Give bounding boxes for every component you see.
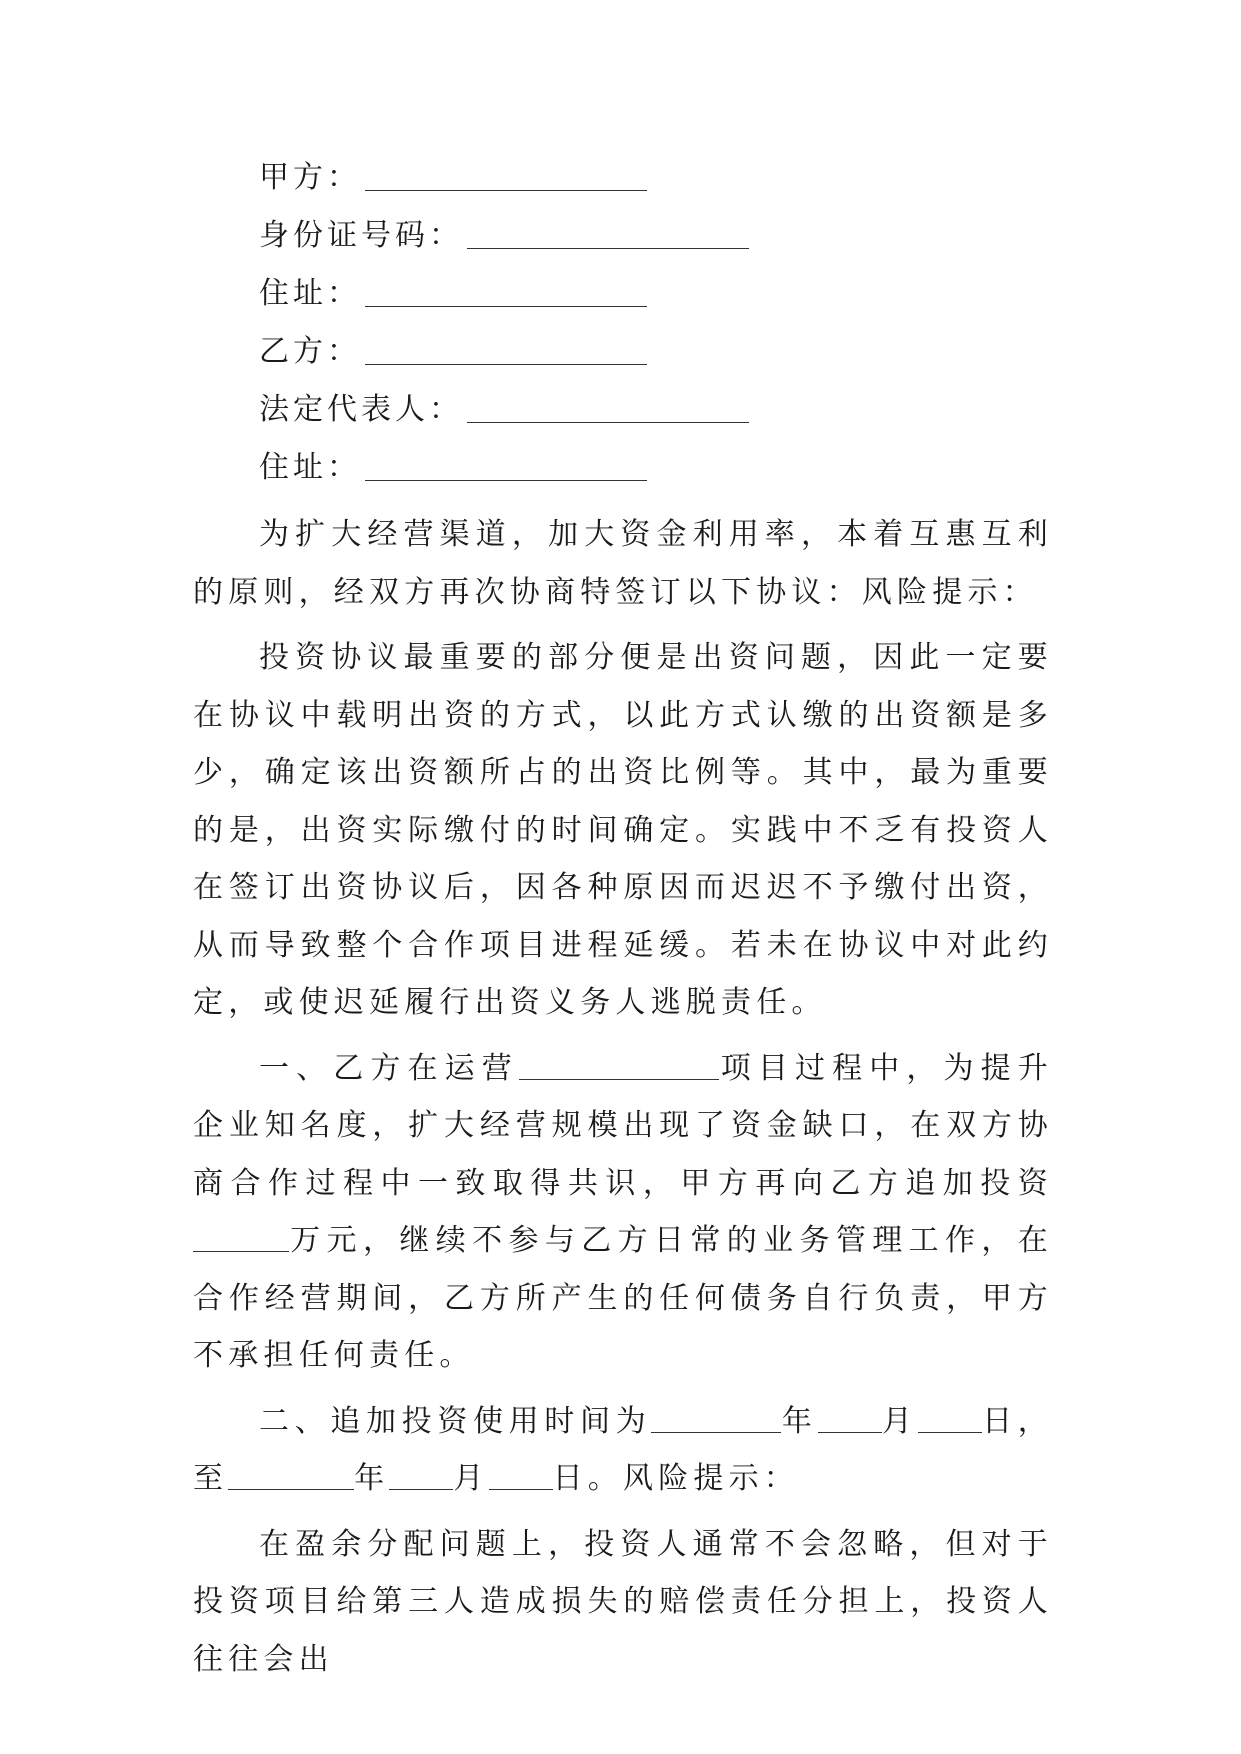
legal-representative-field	[193, 392, 1053, 450]
clause-two-paragraph	[193, 1393, 1053, 1508]
end-month-label: 月	[453, 1461, 489, 1496]
investment-amount-blank[interactable]	[193, 1221, 289, 1252]
start-day-blank[interactable]	[918, 1402, 982, 1433]
end-day-label: 日。风险提示：	[552, 1461, 800, 1496]
address-b-label: 住址：	[259, 450, 361, 485]
address-b-field	[193, 450, 1053, 508]
id-number-field	[193, 218, 1053, 276]
address-a-blank[interactable]	[365, 276, 647, 307]
end-day-blank[interactable]	[489, 1459, 553, 1490]
end-year-label: 年	[354, 1461, 390, 1496]
start-month-label: 月	[881, 1403, 918, 1439]
legal-representative-label: 法定代表人：	[259, 392, 463, 427]
end-year-blank[interactable]	[228, 1459, 354, 1490]
clause-one-paragraph	[193, 1040, 1053, 1385]
id-number-label: 身份证号码：	[259, 218, 463, 253]
clause-two-text-a: 二、追加投资使用时间为	[259, 1403, 652, 1439]
intro-paragraph: 为扩大经营渠道，加大资金利用率，本着互惠互利的原则，经双方再次协商特签订以下协议：风险提示：	[193, 517, 1053, 610]
address-a-field	[193, 276, 1053, 334]
party-b-label: 乙方：	[259, 334, 361, 369]
document-page	[193, 160, 1053, 1688]
profit-distribution-paragraph: 在盈余分配问题上，投资人通常不会忽略，但对于投资项目给第三人造成损失的赔偿责任分担上，投资人往往会出	[193, 1526, 1053, 1677]
party-a-field	[193, 160, 1053, 218]
party-a-blank[interactable]	[365, 160, 647, 191]
legal-representative-blank[interactable]	[467, 392, 749, 423]
risk-note-paragraph: 投资协议最重要的部分便是出资问题，因此一定要在协议中载明出资的方式，以此方式认缴的出资额是多少，确定该出资额所占的出资比例等。其中，最为重要的是，出资实际缴付的时间确定。实践中不乏有投资人在签订出资协议后，因各种原因而迟迟不予缴付出资，从而导致整个合作项目进程延缓。若未在协议中对此约定，或使迟延履行出资义务人逃脱责任。	[193, 640, 1053, 1020]
party-b-field	[193, 334, 1053, 392]
address-a-label: 住址：	[259, 276, 361, 311]
party-b-blank[interactable]	[365, 334, 647, 365]
clause-one-text-b: 项目过程中，为提升企业知名度，扩大经营规模出现了资金缺口，在双方协商合作过程中一致取得共识，甲方再向乙方追加投资	[193, 1050, 1053, 1201]
start-year-label: 年	[781, 1403, 818, 1439]
clause-one-text-a: 一、乙方在运营	[259, 1050, 519, 1086]
start-day-label: 日，至	[193, 1403, 1053, 1496]
id-number-blank[interactable]	[467, 218, 749, 249]
end-month-blank[interactable]	[389, 1459, 453, 1490]
start-year-blank[interactable]	[651, 1402, 781, 1433]
clause-one-text-c: 万元，继续不参与乙方日常的业务管理工作，在合作经营期间，乙方所产生的任何债务自行负责，甲方不承担任何责任。	[193, 1223, 1053, 1373]
address-b-blank[interactable]	[365, 450, 647, 481]
project-name-blank[interactable]	[519, 1049, 719, 1080]
party-a-label: 甲方：	[259, 160, 361, 195]
start-month-blank[interactable]	[818, 1402, 882, 1433]
